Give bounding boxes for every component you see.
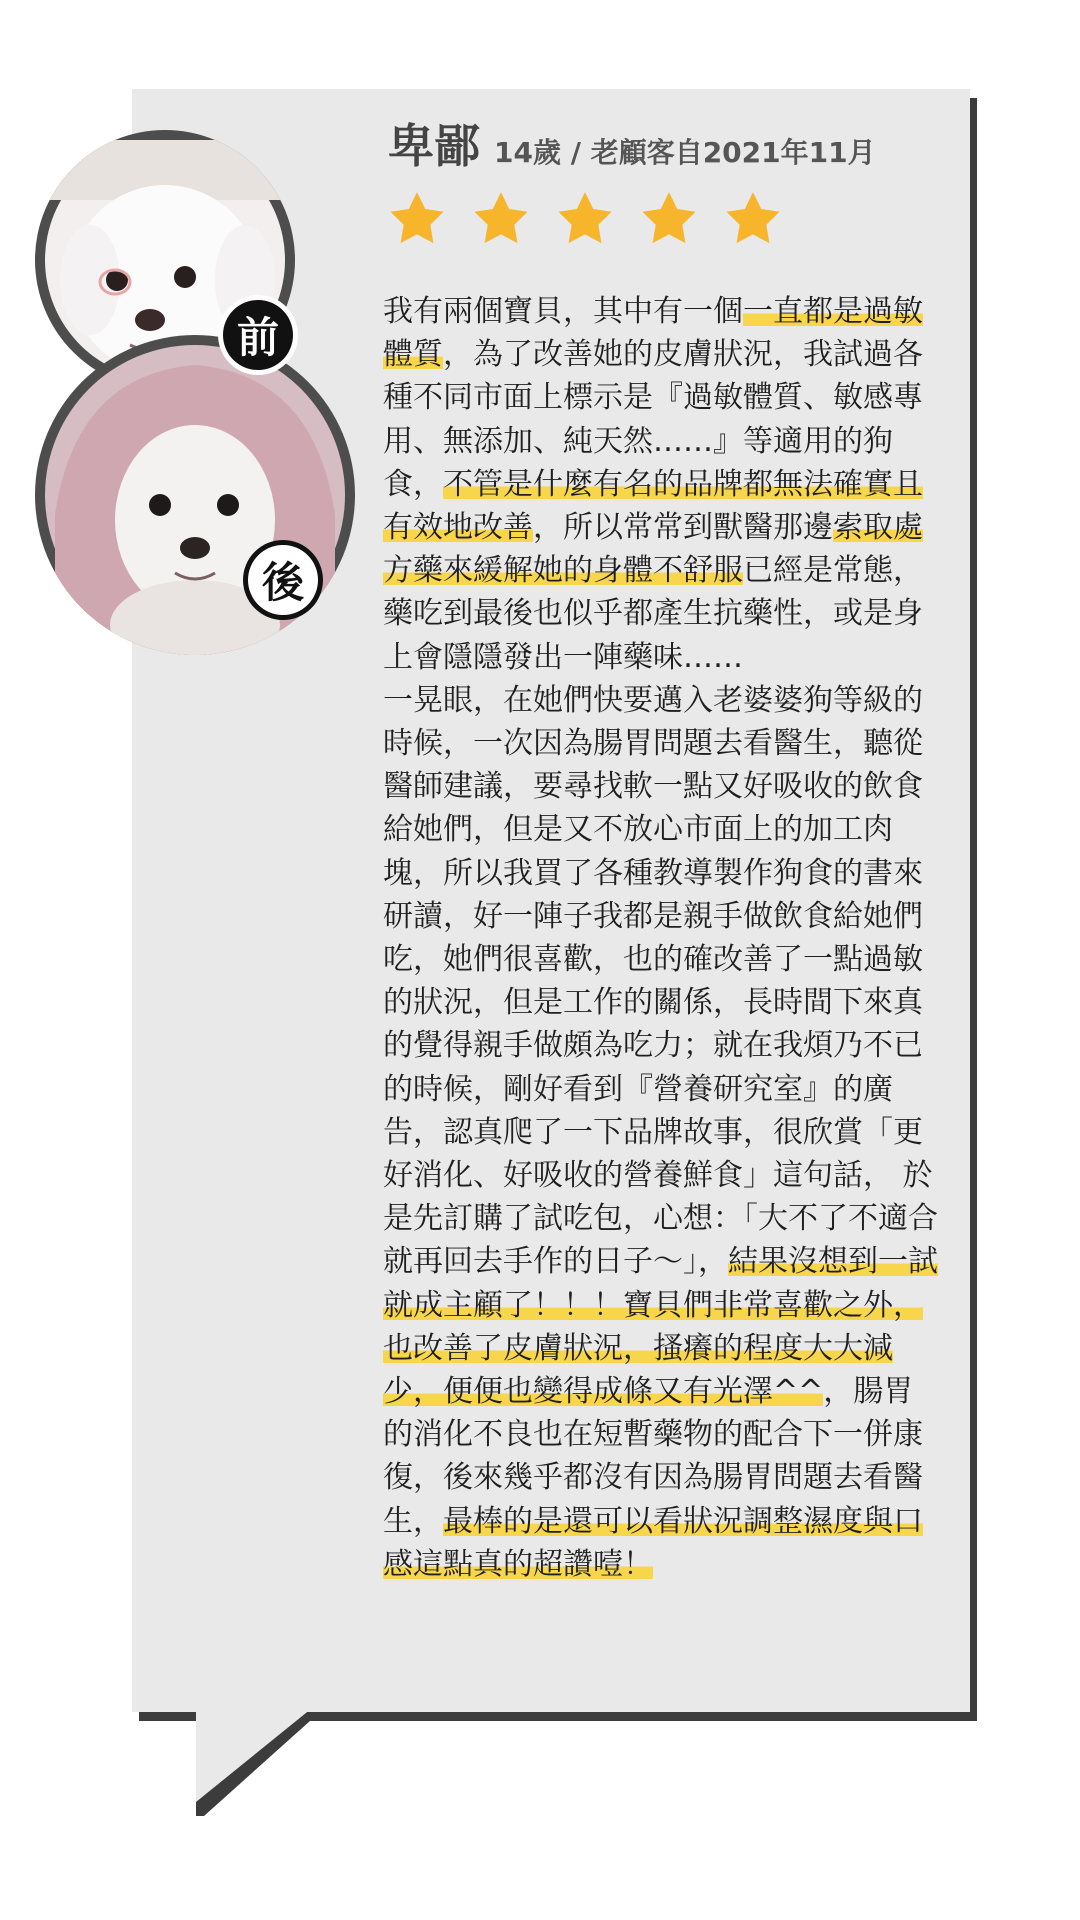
before-label: 前 — [236, 313, 279, 362]
review-text-segment: ，所以常常到獸醫那邊 — [533, 510, 833, 546]
star-icon — [388, 190, 446, 246]
highlighted-text: 最棒的是還可以看狀況調整濕度與口感這點真的超讚噎！ — [383, 1503, 923, 1582]
highlighted-text: 一直都是過敏體質 — [383, 294, 923, 373]
before-badge — [223, 300, 293, 370]
after-label: 後 — [261, 558, 304, 607]
review-text-segment: 我有兩個寶貝，其中有一個 — [383, 294, 743, 329]
star-icon — [640, 190, 698, 246]
star-icon — [724, 190, 782, 246]
review-paragraph-2 — [383, 679, 943, 1586]
review-text-segment: 已經是常態，藥吃到最後也似乎都產生抗藥性，或是身上會隱隱發出一陣藥味…… — [383, 553, 923, 675]
highlighted-text: 結果沒想到一試就成主顧了！！！寶貝們非常喜歡之外，也改善了皮膚狀況，搔癢的程度大大減少，便便也變得成條又有光澤^^ — [383, 1244, 938, 1410]
reviewer-header — [388, 110, 876, 176]
dog-photo-after — [35, 335, 355, 655]
review-text — [383, 290, 943, 1586]
review-text-segment: ，腸胃的消化不良也在短暫藥物的配合下一併康復，後來幾乎都沒有因為腸胃問題去看醫生， — [383, 1374, 923, 1539]
star-icon — [556, 190, 614, 246]
review-paragraph-1 — [383, 290, 943, 679]
after-photo — [35, 335, 355, 655]
reviewer-meta: 14歲 / 老顧客自2021年11月 — [494, 136, 876, 169]
after-badge — [248, 545, 318, 615]
highlighted-text: 索取處方藥來緩解她的身體不舒服 — [383, 510, 923, 589]
highlighted-text: 不管是什麼有名的品牌都無法確實且有效地改善 — [383, 466, 923, 546]
review-text-segment: ，為了改善她的皮膚狀況，我試過各種不同市面上標示是『過敏體質、敏感專用、無添加、純天然……』等適用的狗食， — [383, 337, 923, 502]
star-icon — [472, 190, 530, 246]
star-rating — [388, 190, 782, 246]
reviewer-name: 卑鄙 — [388, 119, 480, 173]
review-text-segment: 一晃眼，在她們快要邁入老婆婆狗等級的時候，一次因為腸胃問題去看醫生，聽從醫師建議，要尋找軟一點又好吸收的飲食給她們，但是又不放心市面上的加工肉塊，所以我買了各種教導製作狗食的書來研讀，好一陣子我都是親手做飲食給她們吃，她們很喜歡，也的確改善了一點過敏的狀況，但是工作的關係，長時間下來真的覺得親手做頗為吃力；就在我煩乃不已的時候，剛好看到『營養研究室』的廣告，認真爬了一下品牌故事，很欣賞「更好消化、好吸收的營養鮮食」這句話， 於是先訂購了試吃包，心想：「大不了不適合就再回去手作的日子～」， — [383, 682, 938, 1280]
